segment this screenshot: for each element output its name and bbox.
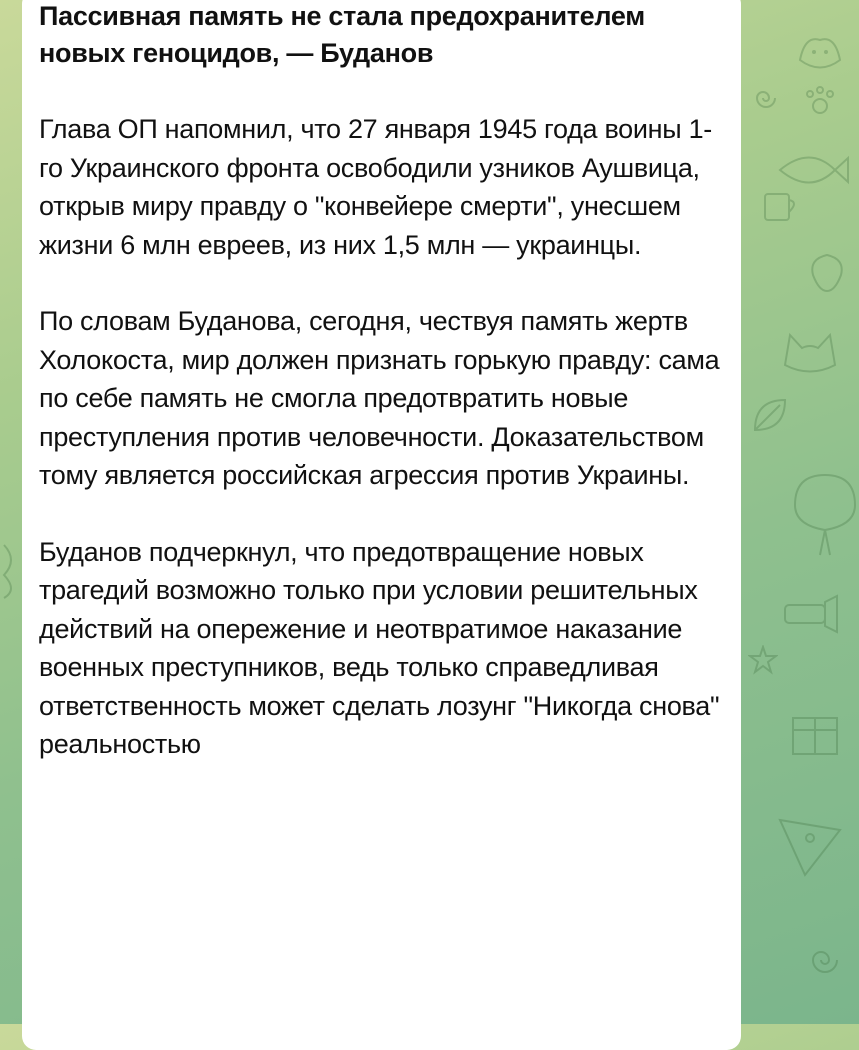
leaf-doodle-icon bbox=[750, 395, 790, 435]
balloon-doodle-icon bbox=[790, 470, 859, 560]
left-edge-doodle-icon bbox=[0, 540, 22, 600]
flashlight-doodle-icon bbox=[775, 590, 845, 640]
message-bubble[interactable] bbox=[22, 0, 741, 1050]
star-doodle-icon bbox=[748, 645, 778, 675]
message-paragraph-1: Глава ОП напомнил, что 27 января 1945 года воины 1-го Украинского фронта освободили узников Аушвица, открыв миру правду о "конвейере смерти", унесшем жизни 6 млн евреев, из них 1,5 млн — украинцы. bbox=[39, 114, 713, 260]
spiral-doodle-icon bbox=[800, 935, 850, 985]
gift-doodle-icon bbox=[785, 700, 845, 760]
message-title: Пассивная память не стала предохранителем новых геноцидов, — Буданов bbox=[39, 1, 645, 68]
pizza-doodle-icon bbox=[770, 810, 850, 880]
message-paragraph-2: По словам Буданова, сегодня, чествуя память жертв Холокоста, мир должен признать горькую правду: сама по себе память не смогла предотвратить новые преступления против человечности. Доказательством тому является российская агрессия против Украины. bbox=[39, 306, 720, 490]
paw-doodle-icon bbox=[800, 80, 840, 120]
message-paragraph-3: Буданов подчеркнул, что предотвращение новых трагедий возможно только при условии решительных действий на опережение и неотвратимое наказание военных преступников, ведь только справедливая ответственность может сделать лозунг "Никогда снова" реальностью bbox=[39, 536, 720, 759]
swirl-doodle-icon bbox=[748, 80, 784, 116]
cat-face-doodle-icon bbox=[770, 320, 850, 380]
strawberry-doodle-icon bbox=[805, 245, 850, 295]
mug-doodle-icon bbox=[755, 180, 805, 230]
cat-doodle-icon bbox=[790, 20, 850, 80]
